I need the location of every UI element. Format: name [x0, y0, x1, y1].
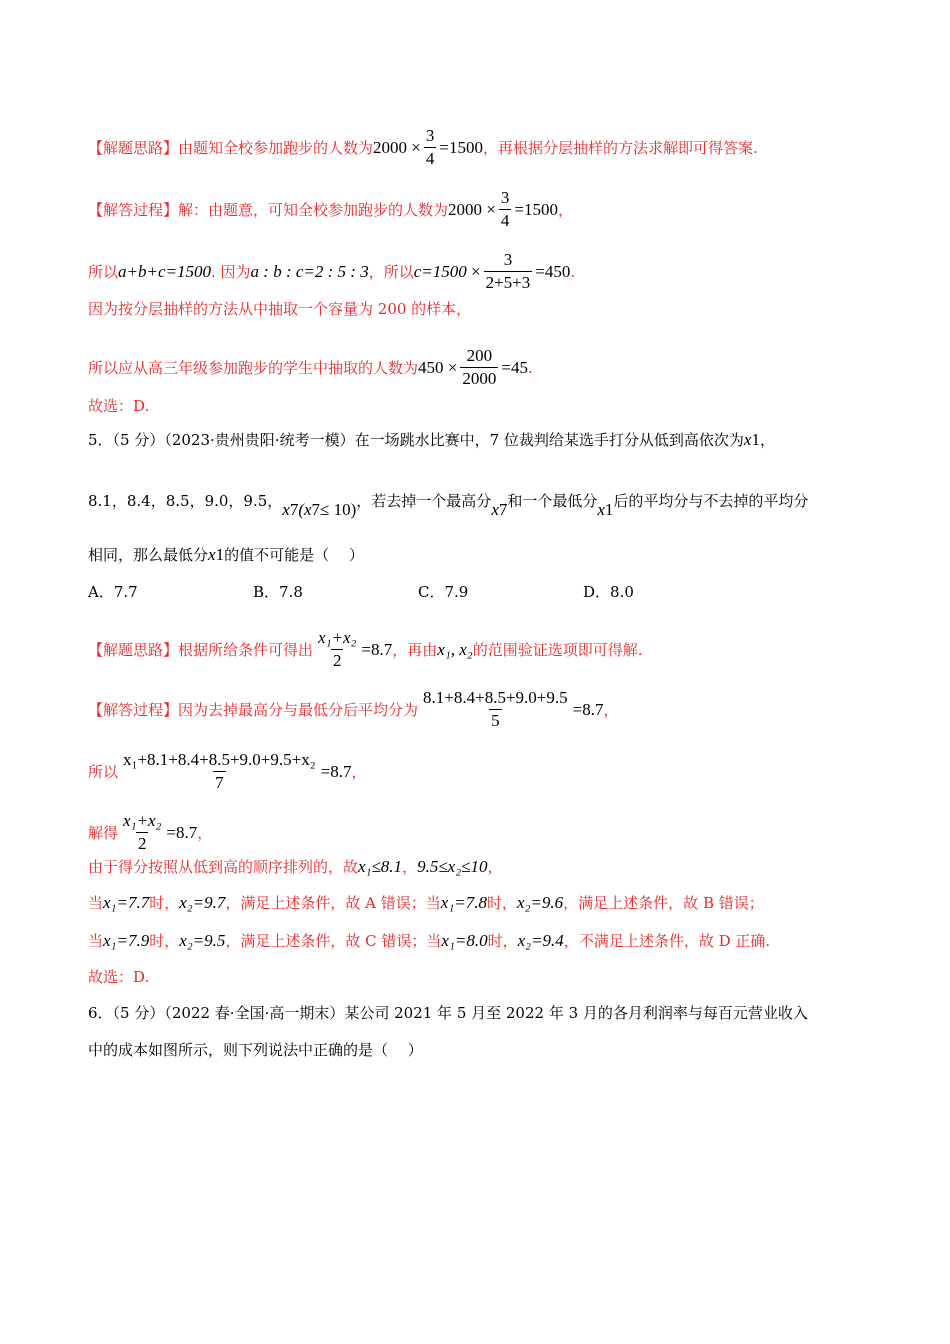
- solution-line-2-5: 由于得分按照从低到高的顺序排列的，故 x₁≤8.1 ， 9.5≤x₂≤10 ，: [88, 857, 503, 876]
- fraction: $\frac{\text{x₁+x₂}}{2}$: [318, 628, 357, 670]
- fraction: $\frac{200}{2000}$: [462, 346, 497, 388]
- solution-line-2-4: 解得 $\frac{\text{x₁+x₂}}{2}$ =8.7 ，: [88, 811, 213, 853]
- fraction: $\frac{\text{x₁+x₂}}{2}$: [123, 811, 162, 853]
- question-5-scores: 8.1，8.4，8.5，9.0，9.5， x 7 (x 7 ≤ 10) ，若去掉一个最高分 x 7 和一个最低分 x 1 后的平均分与不去掉的平均分: [88, 492, 809, 519]
- question-5-stem: 相同，那么最低分 x 1 的值不可能是（ ）: [88, 545, 364, 564]
- question-6-line-2: 中的成本如图所示，则下列说法中正确的是（ ）: [88, 1041, 423, 1059]
- solution-line-4: 因为按分层抽样的方法从中抽取一个容量为 200 的样本，: [88, 300, 472, 318]
- solution-line-3: 所以 a+b+c=1500 . 因为 a : b : c=2 : 5 : 3 ，所以 c=1500 × $\frac{3}{2+5+3}$ =450 .: [88, 250, 576, 292]
- answer-2: 故选：D.: [88, 968, 150, 986]
- option-a[interactable]: A．7.7: [88, 583, 138, 601]
- solution-idea-2: 【解题思路】 根据所给条件可得出 $\frac{\text{x₁+x₂}}{2}$ =8.7 ，再由 x₁, x₂ 的范围验证选项即可得解.: [88, 628, 643, 670]
- option-c[interactable]: C．7.9: [418, 583, 469, 601]
- answer-1: 故选：D.: [88, 397, 150, 415]
- solution-line-2-6: 当 x₁=7.7 时， x₂=9.7 ，满足上述条件，故 A 错误；当 x₁=7.8 时， x₂=9.6 ，满足上述条件，故 B 错误；: [88, 893, 764, 912]
- solution-process-2: 【解答过程】 因为去掉最高分与最低分后平均分为 $\frac{8.1+8.4+8.5+9.0+9.5}{5}$ =8.7 ，: [88, 688, 619, 730]
- fraction: $\frac{3}{4}$: [425, 126, 435, 168]
- solution-line-2-7: 当 x₁=7.9 时， x₂=9.5 ，满足上述条件，故 C 错误；当 x₁=8.0 时， x₂=9.4 ，不满足上述条件，故 D 正确.: [88, 931, 771, 950]
- question-5-head: 5．（5 分）（2023·贵州贵阳·统考一模）在一场跳水比赛中，7 位裁判给某选手打分从低到高依次为 x 1 ，: [88, 430, 775, 449]
- option-d[interactable]: D．8.0: [583, 583, 634, 601]
- fraction: $\frac{8.1+8.4+8.5+9.0+9.5}{5}$: [423, 688, 568, 730]
- question-6-line-1: 6．（5 分）（2022 春·全国·高一期末）某公司 2021 年 5 月至 2022 年 3 月的各月利润率与每百元营业收入: [88, 1004, 808, 1022]
- solution-process-1: 【解答过程】 解：由题意，可知全校参加跑步的人数为 2000 × $\frac{3}{4}$ =1500 ，: [88, 188, 573, 230]
- option-b[interactable]: B．7.8: [253, 583, 303, 601]
- solution-line-5: 所以应从高三年级参加跑步的学生中抽取的人数为 450 × $\frac{200}{2000}$ =45 .: [88, 346, 533, 388]
- fraction: $\frac{3}{4}$: [500, 188, 510, 230]
- fraction: $\frac{\text{x₁+8.1+8.4+8.5+9.0+9.5+x₂}}{7}$: [123, 750, 316, 792]
- solution-idea-1: 【解题思路】 由题知全校参加跑步的人数为 2000 × $\frac{3}{4}$ =1500 ，再根据分层抽样的方法求解即可得答案.: [88, 126, 758, 168]
- fraction: $\frac{3}{2+5+3}$: [485, 250, 531, 292]
- solution-line-2-3: 所以 $\frac{\text{x₁+8.1+8.4+8.5+9.0+9.5+x₂}}{7}$ =8.7 ，: [88, 750, 367, 792]
- question-5-options: [88, 582, 868, 602]
